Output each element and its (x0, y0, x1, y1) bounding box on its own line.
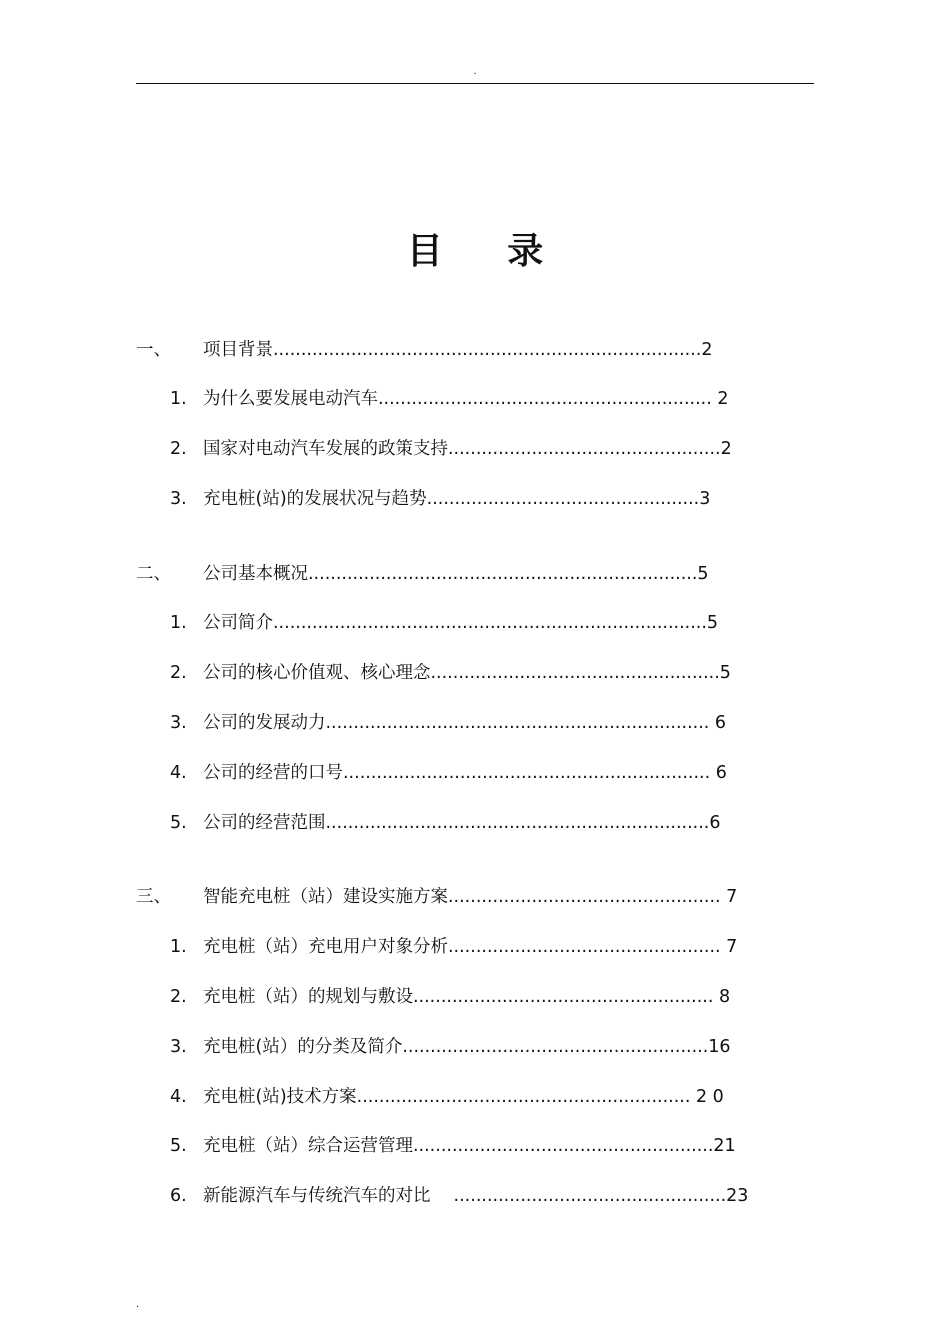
toc-subsection[interactable] (0, 386, 950, 412)
toc-number: 2. (170, 663, 187, 683)
toc-number: 2. (170, 987, 187, 1007)
toc-entry-text: 国家对电动汽车发展的政策支持.................................................2 (203, 439, 732, 459)
toc-subsection[interactable] (0, 486, 950, 512)
toc-entry-text: 充电桩（站）的规划与敷设...................................................... 8 (203, 987, 731, 1007)
toc-subsection[interactable] (0, 1084, 950, 1110)
toc-number: 5. (170, 1136, 187, 1156)
toc-entry-text: 充电桩(站）的分类及简介.......................................................16 (203, 1037, 731, 1057)
toc-number: 6. (170, 1186, 187, 1206)
toc-entry-text: 公司的发展动力..................................................................... 6 (203, 713, 727, 733)
toc-subsection[interactable] (0, 660, 950, 686)
header-mark: . (473, 66, 477, 77)
toc-number: 二、 (136, 564, 171, 584)
toc-entry-text: 智能充电桩（站）建设实施方案................................................. 7 (203, 887, 738, 907)
toc-entry-text: 公司的经营的口号.................................................................. 6 (203, 763, 727, 783)
toc-entry-text: 公司的核心价值观、核心理念....................................................5 (203, 663, 731, 683)
toc-subsection[interactable] (0, 984, 950, 1010)
toc-number: 2. (170, 439, 187, 459)
footer-mark: . (136, 1299, 140, 1310)
toc-entry-text: 项目背景.............................................................................2 (203, 340, 713, 360)
toc-subsection[interactable] (0, 436, 950, 462)
toc-entry-text: 新能源汽车与传统汽车的对比 .................................................23 (203, 1186, 749, 1206)
toc-entry-text: 充电桩（站）充电用户对象分析................................................. 7 (203, 937, 738, 957)
toc-subsection[interactable] (0, 760, 950, 786)
toc-subsection[interactable] (0, 610, 950, 636)
toc-subsection[interactable] (0, 710, 950, 736)
toc-subsection[interactable] (0, 934, 950, 960)
toc-number: 三、 (136, 887, 171, 907)
toc-number: 5. (170, 813, 187, 833)
toc-section[interactable] (0, 561, 950, 587)
toc-entry-text: 公司简介..............................................................................5 (203, 613, 719, 633)
toc-number: 3. (170, 489, 187, 509)
toc-number: 4. (170, 763, 187, 783)
toc-number: 1. (170, 613, 187, 633)
toc-entry-text: 公司基本概况......................................................................5 (203, 564, 709, 584)
toc-number: 3. (170, 713, 187, 733)
toc-number: 1. (170, 389, 187, 409)
toc-number: 3. (170, 1037, 187, 1057)
toc-number: 1. (170, 937, 187, 957)
toc-entry-text: 公司的经营范围.....................................................................6 (203, 813, 721, 833)
header-rule (136, 83, 814, 84)
toc-entry-text: 充电桩(站)的发展状况与趋势.................................................3 (203, 489, 711, 509)
toc-title: 目 录 (406, 231, 570, 272)
toc-entry-text: 充电桩（站）综合运营管理......................................................21 (203, 1136, 736, 1156)
toc-entry-text: 充电桩(站)技术方案............................................................ 2 0 (203, 1087, 724, 1107)
toc-subsection[interactable] (0, 1034, 950, 1060)
toc-section[interactable] (0, 337, 950, 363)
toc-subsection[interactable] (0, 1183, 950, 1209)
toc-number: 一、 (136, 340, 171, 360)
toc-number: 4. (170, 1087, 187, 1107)
toc-entry-text: 为什么要发展电动汽车............................................................ 2 (203, 389, 729, 409)
toc-section[interactable] (0, 884, 950, 910)
toc-subsection[interactable] (0, 1133, 950, 1159)
toc-subsection[interactable] (0, 810, 950, 836)
